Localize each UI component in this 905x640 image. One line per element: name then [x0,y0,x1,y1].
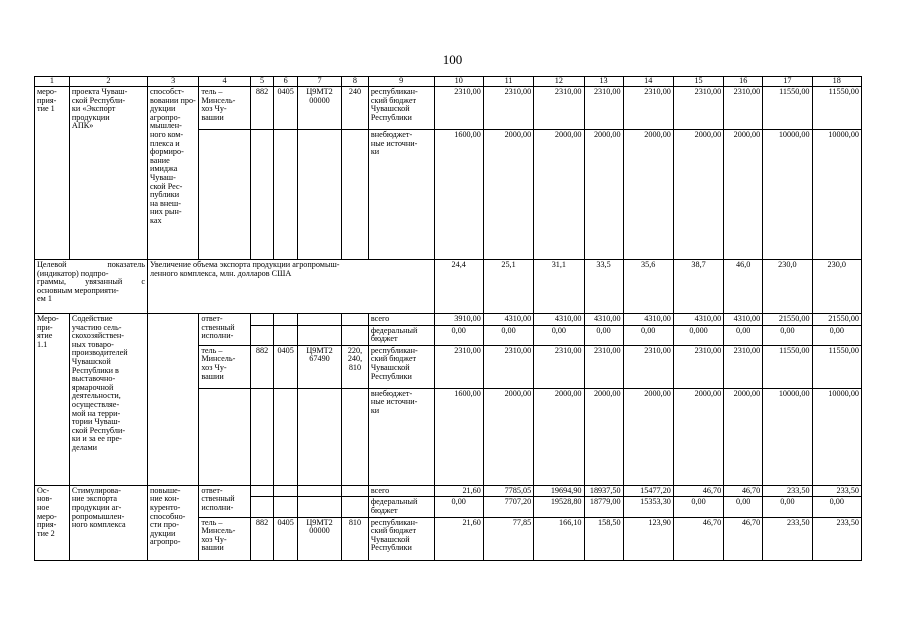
value-cell: 2310,00 [434,87,483,130]
funding-source: федеральный бюджет [368,497,434,517]
value-cell: 4310,00 [724,314,763,326]
value-cell: 0,00 [434,497,483,517]
executor: тель – Минсель- хоз Чу- вашии [199,345,250,388]
value-cell: 2000,00 [534,388,584,485]
col-header: 5 [250,77,274,87]
value-cell: 46,70 [724,517,763,560]
grbs-code: 882 [250,345,274,388]
column-number-row [35,77,862,87]
col-header: 16 [724,77,763,87]
value-cell: 4310,00 [534,314,584,326]
value-cell: 2310,00 [724,345,763,388]
col-header: 3 [147,77,198,87]
measure-name: проекта Чуваш- ской Республи- ки «Экспорт продукции АПК» [69,87,147,260]
budget-table [34,76,862,561]
section-code: 0405 [274,517,298,560]
value-cell: 2310,00 [673,345,723,388]
value-cell: 233,50 [812,485,861,497]
value-cell: 38,7 [673,260,723,314]
value-cell: 19528,80 [534,497,584,517]
executor: тель – Минсель- хоз Чу- вашии [199,87,250,130]
measure-name: Стимулирова- ние экспорта продукции аг- ропромышлен- ного комплекса [69,485,147,560]
value-cell: 46,70 [673,485,723,497]
table-row [35,485,862,497]
value-cell: 0,00 [623,325,673,345]
value-cell: 2000,00 [534,130,584,260]
value-cell: 0,00 [534,325,584,345]
expense-type-code: 240 [342,87,369,130]
value-cell: 0,00 [673,497,723,517]
value-cell: 158,50 [584,517,623,560]
col-header: 2 [69,77,147,87]
value-cell: 2000,00 [673,388,723,485]
funding-source: внебюджет- ные источни- ки [368,388,434,485]
value-cell: 15477,20 [623,485,673,497]
value-cell: 2310,00 [434,345,483,388]
value-cell: 1600,00 [434,388,483,485]
col-header: 4 [199,77,250,87]
value-cell: 21550,00 [812,314,861,326]
col-header: 11 [483,77,533,87]
executor: тель – Минсель- хоз Чу- вашии [199,517,250,560]
funding-source: республикан- ский бюджет Чувашской Республики [368,87,434,130]
goal-text: повыше- ние кон- куренто- способно- сти про- дукции агропро- [147,485,198,560]
target-article-code: Ц9МТ2 67490 [297,345,341,388]
value-cell: 2000,00 [724,388,763,485]
value-cell: 24,4 [434,260,483,314]
value-cell: 4310,00 [584,314,623,326]
value-cell: 2000,00 [584,130,623,260]
value-cell: 10000,00 [812,388,861,485]
value-cell: 2310,00 [483,345,533,388]
value-cell: 230,0 [763,260,812,314]
col-header: 13 [584,77,623,87]
row-label: меро- прия- тие 1 [35,87,70,260]
funding-source: федеральный бюджет [368,325,434,345]
value-cell: 233,50 [763,485,812,497]
value-cell: 0,00 [724,497,763,517]
value-cell: 4310,00 [483,314,533,326]
grbs-code: 882 [250,517,274,560]
value-cell: 46,0 [724,260,763,314]
measure-name: Содействие участию сель- скохозяйствен- ных товаро- производителей Чувашской Республики в выставочно- ярмарочной деятельности, осуществляе- мой на терри- тории Чуваш- ской Республи- ки и за ее пре- делами [69,314,147,486]
col-header: 17 [763,77,812,87]
target-article-code: Ц9МТ2 00000 [297,87,341,130]
value-cell: 2310,00 [534,87,584,130]
value-cell: 11550,00 [812,87,861,130]
value-cell: 31,1 [534,260,584,314]
value-cell: 2000,00 [623,388,673,485]
value-cell: 2310,00 [483,87,533,130]
value-cell: 2310,00 [724,87,763,130]
value-cell: 10000,00 [812,130,861,260]
page-number: 100 [442,52,463,67]
value-cell: 21550,00 [763,314,812,326]
value-cell: 21,60 [434,517,483,560]
value-cell: 11550,00 [763,87,812,130]
value-cell: 123,90 [623,517,673,560]
col-header: 15 [673,77,723,87]
value-cell: 2310,00 [623,345,673,388]
value-cell: 0,00 [483,325,533,345]
value-cell: 4310,00 [673,314,723,326]
value-cell: 11550,00 [763,345,812,388]
value-cell: 21,60 [434,485,483,497]
value-cell: 11550,00 [812,345,861,388]
grbs-code: 882 [250,87,274,130]
value-cell: 46,70 [673,517,723,560]
value-cell: 0,00 [434,325,483,345]
value-cell: 233,50 [763,517,812,560]
value-cell: 15353,30 [623,497,673,517]
value-cell: 10000,00 [763,388,812,485]
funding-source: республикан- ский бюджет Чувашской Республики [368,517,434,560]
expense-type-code: 220, 240, 810 [342,345,369,388]
indicator-label: Целевой показатель (индикатор) подпро- граммы, увязанный с основным мероприяти- ем 1 [35,260,148,314]
value-cell: 0,00 [763,325,812,345]
value-cell: 18779,00 [584,497,623,517]
value-cell: 33,5 [584,260,623,314]
funding-source: республикан- ский бюджет Чувашской Республики [368,345,434,388]
value-cell: 230,0 [812,260,861,314]
target-article-code: Ц9МТ2 00000 [297,517,341,560]
col-header: 10 [434,77,483,87]
value-cell: 77,85 [483,517,533,560]
value-cell: 2000,00 [483,130,533,260]
value-cell: 2000,00 [673,130,723,260]
col-header: 14 [623,77,673,87]
col-header: 1 [35,77,70,87]
value-cell: 233,50 [812,517,861,560]
value-cell: 0,00 [724,325,763,345]
col-header: 7 [297,77,341,87]
value-cell: 2310,00 [534,345,584,388]
value-cell: 4310,00 [623,314,673,326]
value-cell: 46,70 [724,485,763,497]
value-cell: 2000,00 [724,130,763,260]
value-cell: 3910,00 [434,314,483,326]
goal-text: способст- вовании про- дукции агропро- мышлен- ного ком- плекса и формиро- вание имиджа Чуваш- ской Рес- публики на внеш- них рын- ках [147,87,198,260]
executor: ответ- ственный исполни- [199,314,250,346]
col-header: 6 [274,77,298,87]
value-cell: 166,10 [534,517,584,560]
value-cell: 2000,00 [584,388,623,485]
value-cell: 0,00 [812,497,861,517]
table-row [35,314,862,326]
section-code: 0405 [274,87,298,130]
value-cell: 2000,00 [623,130,673,260]
indicator-description: Увеличение объема экспорта продукции агропромыш- ленного комплекса, млн. долларов США [147,260,434,314]
value-cell: 0,00 [812,325,861,345]
funding-source: всего [368,314,434,326]
funding-source: всего [368,485,434,497]
value-cell: 2310,00 [584,87,623,130]
col-header: 18 [812,77,861,87]
row-label: Ос- нов- ное меро- прия- тие 2 [35,485,70,560]
value-cell: 2310,00 [623,87,673,130]
col-header: 12 [534,77,584,87]
value-cell: 0,000 [673,325,723,345]
value-cell: 19694,90 [534,485,584,497]
value-cell: 0,00 [763,497,812,517]
value-cell: 35,6 [623,260,673,314]
value-cell: 1600,00 [434,130,483,260]
col-header: 9 [368,77,434,87]
executor: ответ- ственный исполни- [199,485,250,517]
col-header: 8 [342,77,369,87]
value-cell: 2000,00 [483,388,533,485]
value-cell: 7707,20 [483,497,533,517]
table-row [35,87,862,130]
row-label: Меро- при- ятие 1.1 [35,314,70,486]
value-cell: 0,00 [584,325,623,345]
value-cell: 2310,00 [584,345,623,388]
expense-type-code: 810 [342,517,369,560]
value-cell: 2310,00 [673,87,723,130]
funding-source: внебюджет- ные источни- ки [368,130,434,260]
indicator-row [35,260,862,314]
section-code: 0405 [274,345,298,388]
value-cell: 25,1 [483,260,533,314]
value-cell: 7785,05 [483,485,533,497]
value-cell: 10000,00 [763,130,812,260]
value-cell: 18937,50 [584,485,623,497]
